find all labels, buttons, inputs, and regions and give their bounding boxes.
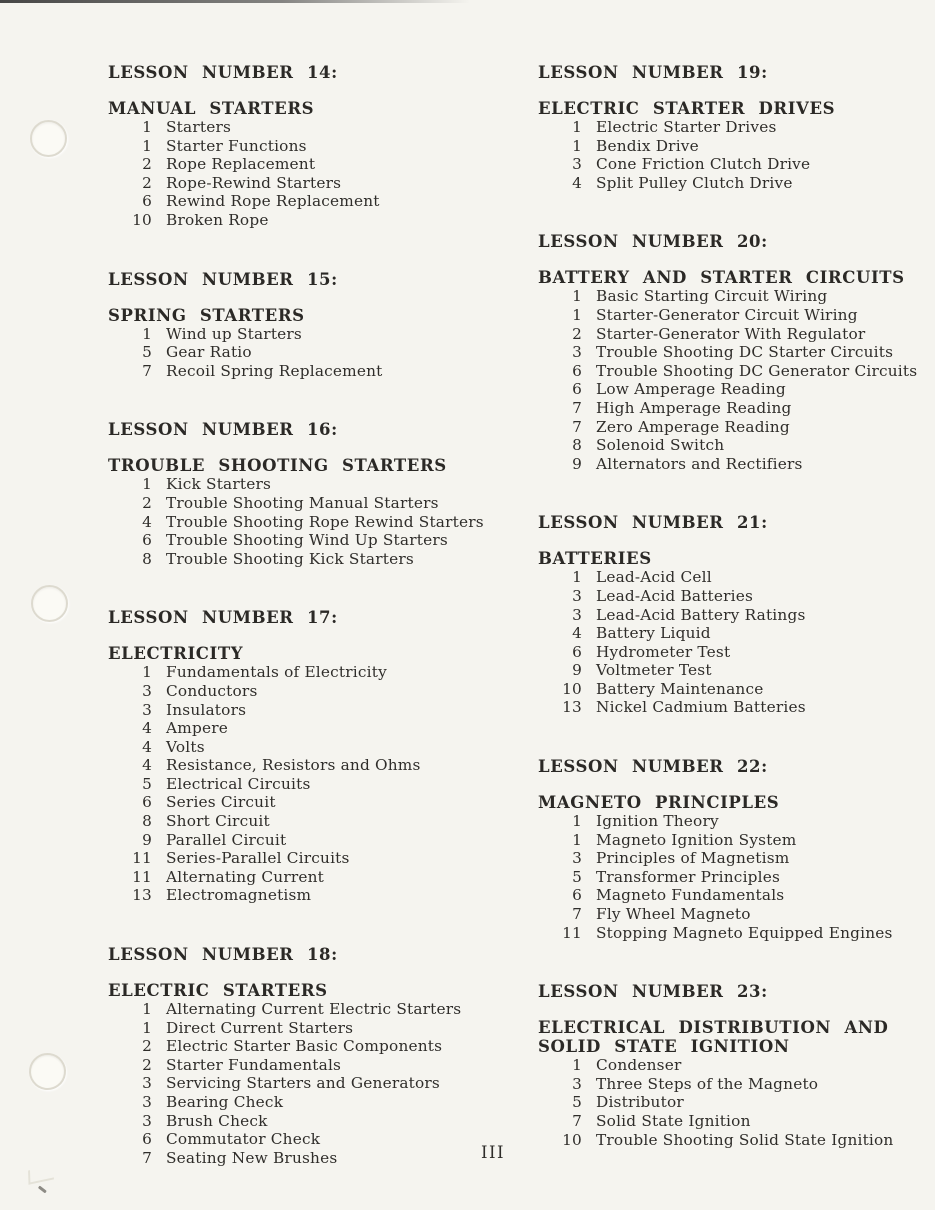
lesson-title-line: ELECTRIC STARTER DRIVES <box>538 99 836 118</box>
topic-title: Series Circuit <box>166 793 276 812</box>
topic-page-number: 6 <box>572 380 582 399</box>
topic-title: Cone Friction Clutch Drive <box>596 155 811 174</box>
toc-entry <box>108 137 516 156</box>
toc-entry <box>108 1130 516 1149</box>
topic-page-number: 5 <box>142 774 152 793</box>
toc-entry <box>108 513 516 532</box>
topic-title: Lead-Acid Battery Ratings <box>596 605 806 624</box>
lesson-title <box>538 268 934 287</box>
topic-title: Fly Wheel Magneto <box>596 905 751 924</box>
topic-title: Starter-Generator With Regulator <box>596 324 866 343</box>
toc-entry <box>108 849 516 868</box>
topic-page-number: 10 <box>132 210 152 229</box>
topic-title: High Amperage Reading <box>596 398 792 417</box>
toc-entry <box>538 568 934 587</box>
lesson-title <box>108 981 516 1000</box>
topic-page-number: 6 <box>572 361 582 380</box>
topic-title: Brush Check <box>166 1111 268 1130</box>
toc-entry <box>538 698 934 717</box>
topic-title: Lead-Acid Batteries <box>596 586 754 605</box>
lesson-section <box>538 982 934 1149</box>
topic-page-number: 4 <box>572 624 582 643</box>
topic-title: Starters <box>166 118 232 136</box>
toc-entry <box>108 1074 516 1093</box>
toc-entry <box>108 343 516 362</box>
topic-page-number: 2 <box>142 1037 152 1056</box>
topic-page-number: 7 <box>142 1148 152 1167</box>
topic-title: Zero Amperage Reading <box>596 417 790 436</box>
toc-entry <box>538 606 934 625</box>
topic-page-number: 4 <box>142 719 152 738</box>
topic-title: Direct Current Starters <box>166 1018 354 1037</box>
lesson-section <box>108 270 516 381</box>
topic-title: Low Amperage Reading <box>596 380 786 399</box>
topic-page-number: 13 <box>132 886 152 905</box>
toc-entry <box>108 701 516 720</box>
topic-page-number: 9 <box>572 454 582 473</box>
topic-page-number: 3 <box>142 1093 152 1111</box>
topic-page-number: 3 <box>572 605 582 624</box>
topic-page-number: 6 <box>572 642 582 661</box>
lesson-title-line: ELECTRIC STARTERS <box>108 981 328 1001</box>
topic-page-number: 4 <box>142 512 152 531</box>
topic-title: Volts <box>166 737 205 756</box>
lesson-number-heading: LESSON NUMBER 23: <box>538 982 768 1002</box>
topic-title: Bearing Check <box>166 1093 284 1111</box>
topic-title: Battery Liquid <box>596 624 711 643</box>
toc-entry <box>538 831 934 850</box>
topic-title: Alternating Current <box>166 867 325 886</box>
toc-entry <box>538 661 934 680</box>
topic-title: Rewind Rope Replacement <box>166 192 380 211</box>
toc-entry <box>538 137 934 156</box>
topic-page-number: 11 <box>132 849 152 868</box>
toc-entry <box>108 775 516 794</box>
toc-entry <box>108 531 516 550</box>
toc-entry <box>108 325 516 344</box>
topic-page-number: 1 <box>572 118 582 136</box>
topic-page-number: 6 <box>572 886 582 905</box>
topic-title: Electric Starter Basic Components <box>166 1037 443 1056</box>
topic-title: Battery Maintenance <box>596 679 764 698</box>
lesson-number-heading: LESSON NUMBER 17: <box>108 608 338 628</box>
lesson-title-line: MAGNETO PRINCIPLES <box>538 793 780 813</box>
toc-entry <box>538 1075 934 1094</box>
topic-title: Trouble Shooting DC Generator Circuits <box>596 361 918 380</box>
topic-title: Parallel Circuit <box>166 830 287 849</box>
topic-page-number: 2 <box>572 324 582 343</box>
topic-page-number: 9 <box>142 830 152 849</box>
binder-hole-punch <box>31 585 68 622</box>
topic-title: Split Pulley Clutch Drive <box>596 173 793 192</box>
topic-page-number: 11 <box>562 923 582 942</box>
toc-entry <box>108 756 516 775</box>
lesson-title-line: BATTERIES <box>538 549 652 569</box>
topic-title: Ignition Theory <box>596 812 719 831</box>
topic-page-number: 3 <box>142 700 152 719</box>
toc-entry <box>538 455 934 474</box>
lesson-topic-list <box>538 1056 934 1149</box>
lesson-title-line: ELECTRICAL DISTRIBUTION AND <box>538 1018 889 1038</box>
lesson-section <box>108 63 516 230</box>
topic-page-number: 3 <box>572 343 582 362</box>
topic-page-number: 1 <box>572 305 582 324</box>
right-column <box>538 63 934 1149</box>
lesson-title-line: MANUAL STARTERS <box>108 99 315 118</box>
topic-title: Electric Starter Drives <box>596 118 777 136</box>
topic-page-number: 1 <box>572 1056 582 1075</box>
toc-entry <box>538 174 934 193</box>
topic-page-number: 9 <box>572 661 582 680</box>
topic-title: Electromagnetism <box>166 886 312 905</box>
topic-title: Stopping Magneto Equipped Engines <box>596 923 893 942</box>
topic-page-number: 1 <box>572 287 582 306</box>
binder-hole-punch <box>30 120 67 157</box>
topic-page-number: 1 <box>572 812 582 831</box>
topic-title: Recoil Spring Replacement <box>166 361 383 380</box>
toc-entry <box>108 118 516 137</box>
topic-page-number: 3 <box>572 1074 582 1093</box>
toc-entry <box>108 793 516 812</box>
topic-title: Electrical Circuits <box>166 774 311 793</box>
topic-title: Broken Rope <box>166 210 269 229</box>
topic-title: Starter Fundamentals <box>166 1055 342 1074</box>
toc-entry <box>108 682 516 701</box>
toc-entry <box>538 924 934 943</box>
toc-entry <box>538 849 934 868</box>
topic-title: Magneto Ignition System <box>596 830 797 849</box>
topic-title: Trouble Shooting Solid State Ignition <box>596 1130 894 1149</box>
toc-entry <box>108 1056 516 1075</box>
topic-title: Solid State Ignition <box>596 1112 751 1130</box>
topic-page-number: 8 <box>142 549 152 568</box>
lesson-title <box>538 1018 934 1056</box>
topic-page-number: 1 <box>142 475 152 494</box>
topic-title: Transformer Principles <box>596 867 781 886</box>
lesson-topic-list <box>538 568 934 717</box>
topic-title: Resistance, Resistors and Ohms <box>166 756 421 775</box>
topic-page-number: 10 <box>562 1130 582 1149</box>
topic-page-number: 7 <box>572 398 582 417</box>
topic-page-number: 8 <box>572 436 582 455</box>
lesson-title <box>108 99 516 118</box>
topic-page-number: 1 <box>142 136 152 155</box>
toc-entry <box>108 868 516 887</box>
topic-title: Trouble Shooting Kick Starters <box>166 549 414 568</box>
lesson-title <box>108 644 516 663</box>
toc-entry <box>538 643 934 662</box>
toc-entry <box>108 1037 516 1056</box>
toc-entry <box>108 550 516 569</box>
toc-entry <box>538 1131 934 1150</box>
lesson-topic-list <box>538 118 934 192</box>
toc-entry <box>538 680 934 699</box>
topic-title: Condenser <box>596 1056 682 1075</box>
topic-page-number: 7 <box>572 1112 582 1130</box>
lesson-topic-list <box>108 663 516 905</box>
topic-title: Wind up Starters <box>166 324 302 343</box>
lesson-title-line: ELECTRICITY <box>108 644 244 664</box>
toc-entry <box>108 1019 516 1038</box>
lesson-title <box>538 793 934 812</box>
toc-entry <box>538 1056 934 1075</box>
toc-entry <box>538 155 934 174</box>
topic-title: Magneto Fundamentals <box>596 886 785 905</box>
lesson-title-line: SPRING STARTERS <box>108 305 305 325</box>
lesson-section <box>538 757 934 942</box>
toc-entry <box>538 306 934 325</box>
toc-entry <box>108 494 516 513</box>
topic-page-number: 4 <box>142 756 152 775</box>
toc-entry <box>108 362 516 381</box>
topic-page-number: 1 <box>572 830 582 849</box>
toc-entry <box>538 380 934 399</box>
topic-title: Seating New Brushes <box>166 1148 338 1167</box>
lesson-topic-list <box>108 1000 516 1167</box>
lesson-section <box>538 63 934 192</box>
lesson-section <box>538 232 934 473</box>
toc-entry <box>538 436 934 455</box>
toc-entry <box>108 155 516 174</box>
topic-page-number: 6 <box>142 192 152 211</box>
topic-page-number: 3 <box>142 681 152 700</box>
topic-title: Trouble Shooting Wind Up Starters <box>166 531 448 550</box>
toc-entry <box>108 663 516 682</box>
topic-title: Trouble Shooting Rope Rewind Starters <box>166 512 484 531</box>
toc-entry <box>108 1112 516 1131</box>
toc-entry <box>538 418 934 437</box>
topic-page-number: 5 <box>572 867 582 886</box>
toc-entry <box>538 812 934 831</box>
lesson-title <box>108 456 516 475</box>
topic-title: Voltmeter Test <box>596 661 712 680</box>
topic-page-number: 3 <box>572 849 582 868</box>
toc-entry <box>108 174 516 193</box>
topic-page-number: 1 <box>572 568 582 587</box>
lesson-number-heading: LESSON NUMBER 22: <box>538 757 768 777</box>
topic-page-number: 2 <box>142 173 152 192</box>
lesson-number-heading: LESSON NUMBER 18: <box>108 945 338 965</box>
lesson-number-heading: LESSON NUMBER 19: <box>538 63 768 82</box>
lesson-topic-list <box>108 475 516 568</box>
lesson-topic-list <box>108 118 516 230</box>
topic-title: Rope-Rewind Starters <box>166 173 342 192</box>
topic-title: Bendix Drive <box>596 136 699 155</box>
lesson-number-heading: LESSON NUMBER 16: <box>108 420 338 440</box>
topic-page-number: 3 <box>572 155 582 174</box>
topic-title: Hydrometer Test <box>596 642 731 661</box>
topic-page-number: 3 <box>142 1074 152 1093</box>
topic-page-number: 6 <box>142 531 152 550</box>
topic-title: Short Circuit <box>166 812 270 831</box>
topic-page-number: 1 <box>142 324 152 343</box>
topic-title: Alternating Current Electric Starters <box>166 1000 462 1019</box>
topic-title: Ampere <box>166 719 228 738</box>
smudge-mark <box>38 1185 47 1193</box>
topic-title: Commutator Check <box>166 1130 321 1149</box>
lesson-title <box>538 549 934 568</box>
topic-page-number: 6 <box>142 1130 152 1149</box>
toc-entry <box>108 738 516 757</box>
left-column <box>108 63 516 1167</box>
lesson-title-line: TROUBLE SHOOTING STARTERS <box>108 456 447 476</box>
toc-entry <box>108 1093 516 1112</box>
toc-entry <box>538 343 934 362</box>
toc-entry <box>108 192 516 211</box>
topic-title: Lead-Acid Cell <box>596 568 712 587</box>
topic-title: Basic Starting Circuit Wiring <box>596 287 828 306</box>
topic-title: Starter Functions <box>166 136 307 155</box>
toc-entry <box>538 886 934 905</box>
toc-entry <box>108 1149 516 1168</box>
toc-entry <box>538 868 934 887</box>
topic-title: Starter-Generator Circuit Wiring <box>596 305 858 324</box>
topic-title: Series-Parallel Circuits <box>166 849 350 868</box>
topic-page-number: 1 <box>142 663 152 682</box>
topic-page-number: 3 <box>142 1111 152 1130</box>
toc-entry <box>538 287 934 306</box>
lesson-number-heading: LESSON NUMBER 20: <box>538 232 768 252</box>
scan-edge-artifact <box>0 0 470 3</box>
topic-page-number: 1 <box>142 118 152 136</box>
topic-title: Alternators and Rectifiers <box>596 454 803 473</box>
lesson-title <box>108 306 516 325</box>
topic-title: Fundamentals of Electricity <box>166 663 387 682</box>
lesson-section <box>108 420 516 568</box>
topic-title: Principles of Magnetism <box>596 849 790 868</box>
toc-entry <box>108 886 516 905</box>
toc-entry <box>538 362 934 381</box>
lesson-title <box>538 99 934 118</box>
lesson-topic-list <box>108 325 516 381</box>
lesson-number-heading: LESSON NUMBER 21: <box>538 513 768 533</box>
topic-page-number: 4 <box>572 173 582 192</box>
topic-title: Solenoid Switch <box>596 436 725 455</box>
lesson-topic-list <box>538 812 934 942</box>
topic-page-number: 7 <box>572 417 582 436</box>
topic-title: Conductors <box>166 681 258 700</box>
topic-page-number: 1 <box>142 1000 152 1019</box>
binder-hole-punch <box>27 1051 69 1093</box>
topic-page-number: 10 <box>562 679 582 698</box>
topic-page-number: 6 <box>142 793 152 812</box>
lesson-section <box>108 608 516 905</box>
toc-entry <box>108 719 516 738</box>
toc-entry <box>538 624 934 643</box>
topic-page-number: 1 <box>572 136 582 155</box>
topic-page-number: 11 <box>132 867 152 886</box>
topic-title: Three Steps of the Magneto <box>596 1074 819 1093</box>
toc-entry <box>108 211 516 230</box>
lesson-title-line: BATTERY AND STARTER CIRCUITS <box>538 268 905 288</box>
toc-entry <box>538 325 934 344</box>
topic-title: Trouble Shooting Manual Starters <box>166 493 439 512</box>
toc-entry <box>538 1112 934 1131</box>
topic-title: Gear Ratio <box>166 343 252 362</box>
lesson-number-heading: LESSON NUMBER 14: <box>108 63 338 82</box>
toc-entry <box>538 905 934 924</box>
toc-entry <box>538 399 934 418</box>
toc-entry <box>108 812 516 831</box>
smudge-mark <box>28 1165 54 1185</box>
lesson-number-heading: LESSON NUMBER 15: <box>108 269 338 289</box>
topic-page-number: 5 <box>142 343 152 362</box>
topic-title: Servicing Starters and Generators <box>166 1074 440 1093</box>
toc-entry <box>108 1000 516 1019</box>
topic-page-number: 2 <box>142 493 152 512</box>
topic-page-number: 4 <box>142 737 152 756</box>
topic-title: Kick Starters <box>166 475 272 494</box>
toc-entry <box>108 475 516 494</box>
topic-page-number: 8 <box>142 812 152 831</box>
topic-page-number: 13 <box>562 698 582 717</box>
topic-page-number: 1 <box>142 1018 152 1037</box>
topic-title: Trouble Shooting DC Starter Circuits <box>596 343 894 362</box>
topic-page-number: 2 <box>142 1055 152 1074</box>
topic-page-number: 2 <box>142 155 152 174</box>
topic-page-number: 7 <box>142 361 152 380</box>
topic-title: Nickel Cadmium Batteries <box>596 698 806 717</box>
page-number: III <box>481 1143 506 1162</box>
lesson-section <box>108 945 516 1167</box>
lesson-topic-list <box>538 287 934 473</box>
topic-page-number: 5 <box>572 1093 582 1112</box>
lesson-title-line: SOLID STATE IGNITION <box>538 1037 790 1057</box>
toc-entry <box>538 587 934 606</box>
topic-title: Distributor <box>596 1093 684 1112</box>
toc-entry <box>538 118 934 137</box>
topic-title: Rope Replacement <box>166 155 316 174</box>
lesson-section <box>538 513 934 717</box>
toc-entry <box>108 831 516 850</box>
topic-page-number: 7 <box>572 905 582 924</box>
toc-entry <box>538 1093 934 1112</box>
topic-page-number: 3 <box>572 586 582 605</box>
topic-title: Insulators <box>166 700 247 719</box>
